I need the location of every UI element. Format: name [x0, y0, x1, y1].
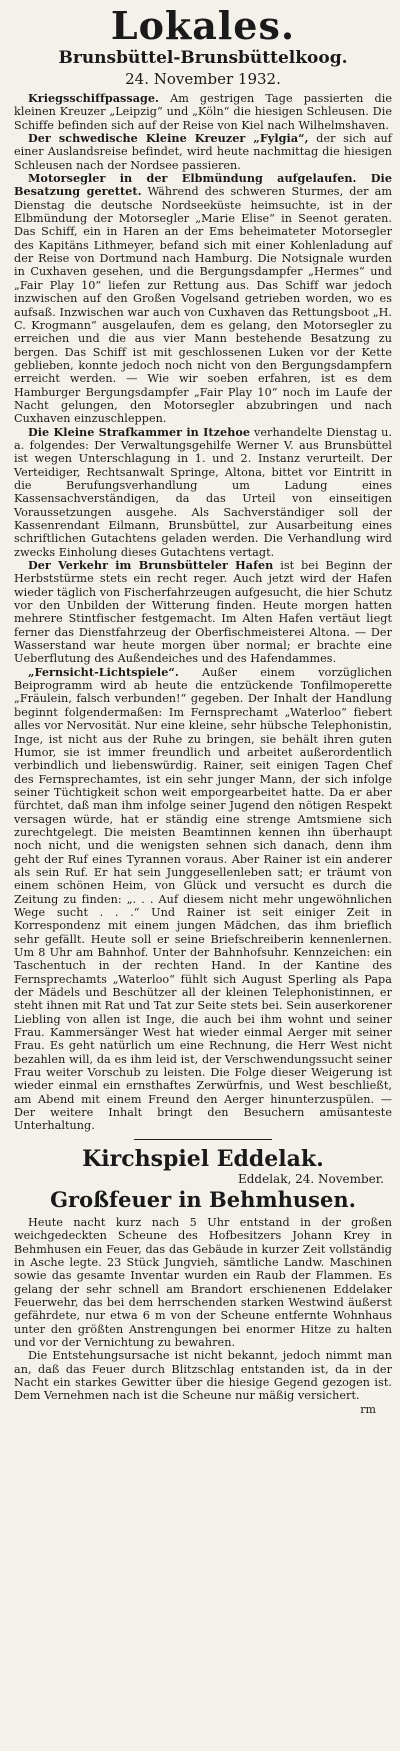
- article-head: „Fernsicht-Lichtspiele“.: [28, 664, 179, 679]
- fire-article-paragraph: Heute nacht kurz nach 5 Uhr entstand in der großen weichgedeckten Scheune des Hofbesitzers Johann Krey in Behmhusen ein Feuer, das das Gebäude in kurzer Zeit vollständig in Asche legte. 23 Stück Jungvieh, sämtliche Landw. Maschinen sowie das gesamte Inventar wurden ein Raub der Flammen. Es gelang der sehr schnell am Brandort erschienenen Eddelaker Feuerwehr, das bei dem herrschenden starken Westwind äußerst gefährdete, nur etwa 6 m von der Scheune entfernte Wohnhaus unter den größten Anstrengungen bei enormer Hitze zu halten und vor der Vernichtung zu bewahren.: [14, 1215, 392, 1349]
- article-text: Außer einem vorzüglichen Beiprogramm wird ab heute die entzückende Tonfilmoperette „Fräulein, falsch verbunden!“ gegeben. Der Inhalt der Handlung beginnt folgendermaßen: Im Fernsprechamt „Waterloo“ fiebert alles vor Nervosität. Nur eine kleine, sehr hübsche Telephonistin, Inge, ist nicht aus der Ruhe zu bringen, sie behält ihren guten Humor, sie ist immer freundlich und arbeitet außerordentlich verbindlich und liebenswürdig. Rainer, seit einigen Tagen Chef des Fernsprechamtes, ist ein sehr junger Mann, der sich infolge seiner Tüchtigkeit schon weit emporgearbeitet hatte. Da er aber fürchtet, daß man ihm infolge seiner Jugend den nötigen Respekt versagen würde, hat er ständig eine strenge Amtsmiene sich zurechtgelegt. Die meisten Beamtinnen kennen ihn überhaupt noch nicht, und die wenigsten sehnen sich danach, denn ihm geht der Ruf eines Tyrannen voraus. Aber Rainer ist ein anderer als sein Ruf. Er hat sein Junggesellenleben satt; er träumt von einem schönen Heim, von Glück und versucht es durch die Zeitung zu finden: „. . . Auf diesem nicht mehr ungewöhnlichen Wege sucht . . .“ Und Rainer ist seit einiger Zeit in Korrespondenz mit einem jungen Mädchen, das ihm brieflich sehr gefällt. Heute soll er seine Briefschreiberin kennenlernen. Um 8 Uhr am Bahnhof. Unter der Bahnhofsuhr. Kennzeichen: ein Taschentuch in der rechten Hand. In der Kantine des Fernsprechamts „Waterloo“ fühlt sich August Sperling als Papa der Mädels und Beschützer all der kleinen Telephonistinnen, er steht ihnen mit Rat und Tat zur Seite stets bei. Sein auserkorener Liebling von allen ist Inge, die auch bei ihm wohnt und seiner Frau. Kammersänger West hat wieder einmal Aerger mit seiner Frau. Es geht natürlich um eine Rechnung, die Herr West nicht bezahlen will, da es ihm leid ist, der Verschwendungssucht seiner Frau weiter Vorschub zu leisten. Die Folge dieser Weigerung ist wieder einmal ein ernsthaftes Zerwürfnis, und West beschließt, am Abend mit einem Freund den Aerger hinunterzuspülen. — Der weitere Inhalt bringt den Besuchern amüsanteste Unterhaltung.: [14, 665, 392, 1133]
- article-kriegsschiffpassage: [14, 92, 392, 132]
- article-strafkammer: [14, 426, 392, 559]
- article-head: Die Kleine Strafkammer in Itzehoe: [28, 424, 251, 439]
- article-text: der sich auf einer Auslandsreise befindet, wird heute nachmittag die hiesigen Schleusen nach der Nordsee passieren.: [14, 132, 392, 172]
- masthead: Lokales.: [110, 3, 296, 48]
- section-date: 24. November 1932.: [125, 70, 281, 88]
- article-lichtspiele: [14, 666, 392, 1133]
- kirchspiel-title: Kirchspiel Eddelak.: [82, 1145, 324, 1172]
- article-head: Kriegsschiffpassage.: [28, 91, 159, 105]
- article-text: verhandelte Dienstag u. a. folgendes: Der Verwaltungsgehilfe Werner V. aus Brunsbüttel ist wegen Unterschlagung in 1. und 2. Instanz verurteilt. Der Verteidiger, Rechtsanwalt Springe, Altona, bittet vor Eintritt in die Berufungsverhandlung um Ladung eines Kassensachverständigen, da das Urteil von einseitigen Voraussetzungen ausgehe. Als Sachverständiger soll der Kassenrendant Eilmann, Brunsbüttel, zur Ausarbeitung eines schriftlichen Gutachtens geladen werden. Die Verhandlung wird zwecks Einholung dieses Gutachtens vertagt.: [14, 425, 392, 559]
- article-fylgia: [14, 132, 392, 172]
- article-text: Während des schweren Sturmes, der am Dienstag die deutsche Nordseeküste heimsuchte, ist in der Elbmündung der Motorsegler „Marie Elise“ in Seenot geraten. Das Schiff, ein in Haren an der Ems beheimateter Motorsegler des Kapitäns Lithmeyer, befand sich mit einer Kohlenladung auf der Reise von Dortmund nach Hamburg. Die Notsignale wurden in Cuxhaven gesehen, und die Bergungsdampfer „Hermes“ und „Fair Play 10“ liefen zur Rettung aus. Das Schiff war jedoch inzwischen auf den Großen Vogelsand getrieben worden, wo es aufsaß. Inzwischen war auch von Cuxhaven das Rettungsboot „H. C. Krogmann“ ausgelaufen, dem es gelang, den Motorsegler zu erreichen und die aus vier Mann bestehende Besatzung zu bergen. Das Schiff ist mit geschlossenen Luken vor der Kette geblieben, konnte jedoch noch nicht von den Bergungsdampfern erreicht werden. — Wie wir soeben erfahren, ist es dem Hamburger Bergungsdampfer „Fair Play 10“ noch im Laufe der Nacht gelungen, den Motorsegler abzubringen und nach Cuxhaven einzuschleppen.: [14, 185, 392, 426]
- article-head: Motorsegler in der Elbmündung aufgelaufen. Die Besatzung gerettet.: [14, 171, 392, 199]
- article-hafen: [14, 559, 392, 666]
- article-motorsegler: [14, 172, 392, 426]
- article-head: Der Verkehr im Brunsbütteler Hafen: [28, 558, 274, 573]
- fire-article-title: Großfeuer in Behmhusen.: [50, 1186, 356, 1212]
- section-divider: [134, 1139, 272, 1140]
- kirchspiel-dateline: Eddelak, 24. November.: [237, 1171, 384, 1186]
- fire-article-paragraph: Die Entstehungsursache ist nicht bekannt, jedoch nimmt man an, daß das Feuer durch Blitzschlag entstanden ist, da in der Nacht ein starkes Gewitter über die hiesige Gegend gezogen ist. Dem Vernehmen nach ist die Scheune nur mäßig versichert.: [14, 1349, 392, 1403]
- article-head: Der schwedische Kleine Kreuzer „Fylgia“,: [28, 131, 309, 146]
- section-title: Brunsbüttel-Brunsbüttelkoog.: [58, 48, 348, 68]
- article-text: ist bei Beginn der Herbststürme stets ein recht reger. Auch jetzt wird der Hafen wieder täglich von Fischerfahrzeugen aufgesucht, die hier Schutz vor den Unbilden der Witterung finden. Heute morgen hatten mehrere Stintfischer festgemacht. Im Alten Hafen vertäut liegt ferner das Dienstfahrzeug der Oberfischmeisterei Altona. — Der Wasserstand war heute morgen über normal; er brachte eine Ueberflutung des Außendeiches und des Hafendammes.: [14, 559, 392, 666]
- author-signature: rm: [360, 1402, 376, 1416]
- article-text: Am gestrigen Tage passierten die kleinen Kreuzer „Leipzig“ und „Köln“ die hiesigen Schleusen. Die Schiffe befinden sich auf der Reise von Kiel nach Wilhelmshaven.: [14, 92, 392, 132]
